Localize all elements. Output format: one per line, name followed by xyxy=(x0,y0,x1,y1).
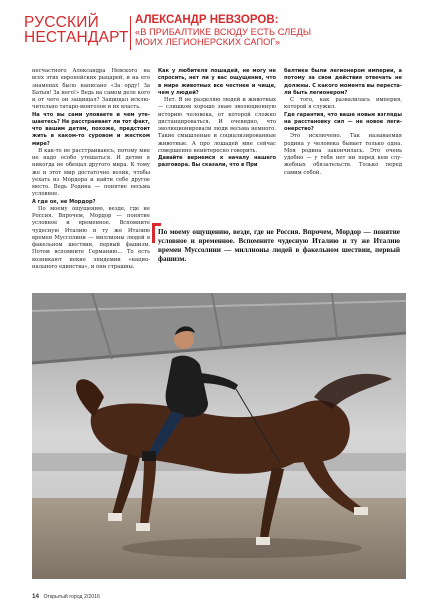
headline-subtitle-1: «В ПРИБАЛТИКЕ ВСЮДУ ЕСТЬ СЛЕДЫ xyxy=(135,27,312,37)
article-headline xyxy=(135,14,415,47)
paragraph: Я как-то не расстраиваюсь, потому мне не надо особо утешаться. И детям я никогда не обещал другого мира. К тому же и этот мир достаточно велик, чтобы уехать из Мордора и найти себе другое место. Ведь Родина — понятие весьма условное. xyxy=(32,147,150,198)
paragraph: Нет. Я не разделяю людей и животных — слишком хорошо знаю эволюционную историю человека, от которой сложно дистанцироваться. И очевидно, что эволюционировали люди весьма немного. Такие смышленые и социализированные животные. А про лошадей мне сейчас совершенно неинтересно говорить. xyxy=(158,97,276,154)
pullquote: По моему ощущению, везде, где не Россия. Впрочем, Мордор — понятие условное и временное. Вспомните чудесную Италию и ту же Италию времен Муссолини — миллионы людей в факельном шествии, первый фашизм. xyxy=(158,228,400,263)
page-footer xyxy=(32,593,100,600)
rubric-line-1: РУССКИЙ xyxy=(24,14,99,31)
article-column-1 xyxy=(32,68,150,271)
photo-rider-on-horse xyxy=(32,293,406,579)
interview-question: балтике были легионером империи, а потому за свои действия отвечать не должны. С какого момента вы перестали быть легионером? xyxy=(284,68,402,96)
headline-subtitle-2: МОИХ ЛЕГИОНЕРСКИХ САПОГ» xyxy=(135,37,281,47)
paragraph: По моему ощущению, везде, где не Россия. Впрочем, Мордор — понятие условное и временное. Вспомните чудесную Италию и ту же Италию времен Муссолини — миллионы людей в факельном шествии, первый фашизм. Потом вспомните Германию… То есть возникают некие эпидемии «национального единства», и они страшны. xyxy=(32,205,150,270)
interview-question: Давайте вернемся к началу нашего разговора. Вы сказали, что в При xyxy=(158,155,276,169)
paragraph: несчастного Александра Невского на всех этих европейских рыцарей, и на его знаменах было написано «За орду! За Батыя! За него!» Ведь на самом деле кого и от чего он защищал? Защищал исключительно татаро-монголов и их власть. xyxy=(32,68,150,111)
page-number: 14 xyxy=(32,593,40,600)
magazine-issue: Открытый город 2/2016 xyxy=(43,594,100,600)
interview-question: А где ок, не Мордор? xyxy=(32,198,96,205)
rubric-line-2: НЕСТАНДАРТ xyxy=(24,29,129,46)
header-divider xyxy=(130,16,131,50)
article-column-3 xyxy=(284,68,402,177)
interview-question: Как у любителя лошадей, не могу не спросить, нет ли у вас ощущения, что в мире животных все честнее и чище, чем у людей? xyxy=(158,68,276,96)
rubric xyxy=(24,15,128,45)
paragraph: Это исключено. Так называемая родина у человека бывает только одна. Моя родина закончилась. Это очень удобно — у тебя нет ни перед кем служебных обязательств. Только перед самим собой. xyxy=(284,133,402,176)
paragraph: С того, как развалилась империя, которой я служил. xyxy=(284,97,402,111)
interview-question: Где гарантия, что ваше новые взгляды на расстановку сил — не новое легионерство? xyxy=(284,111,402,132)
interview-question: На что вы сами уповаете и чем утешаетесь? Не расстраивает ли тот факт, что вашим детям, похоже, предстоит жить в каком-то суровом и жестком мире? xyxy=(32,111,150,147)
article-column-2 xyxy=(158,68,276,170)
headline-author: АЛЕКСАНДР НЕВЗОРОВ: xyxy=(135,14,279,26)
